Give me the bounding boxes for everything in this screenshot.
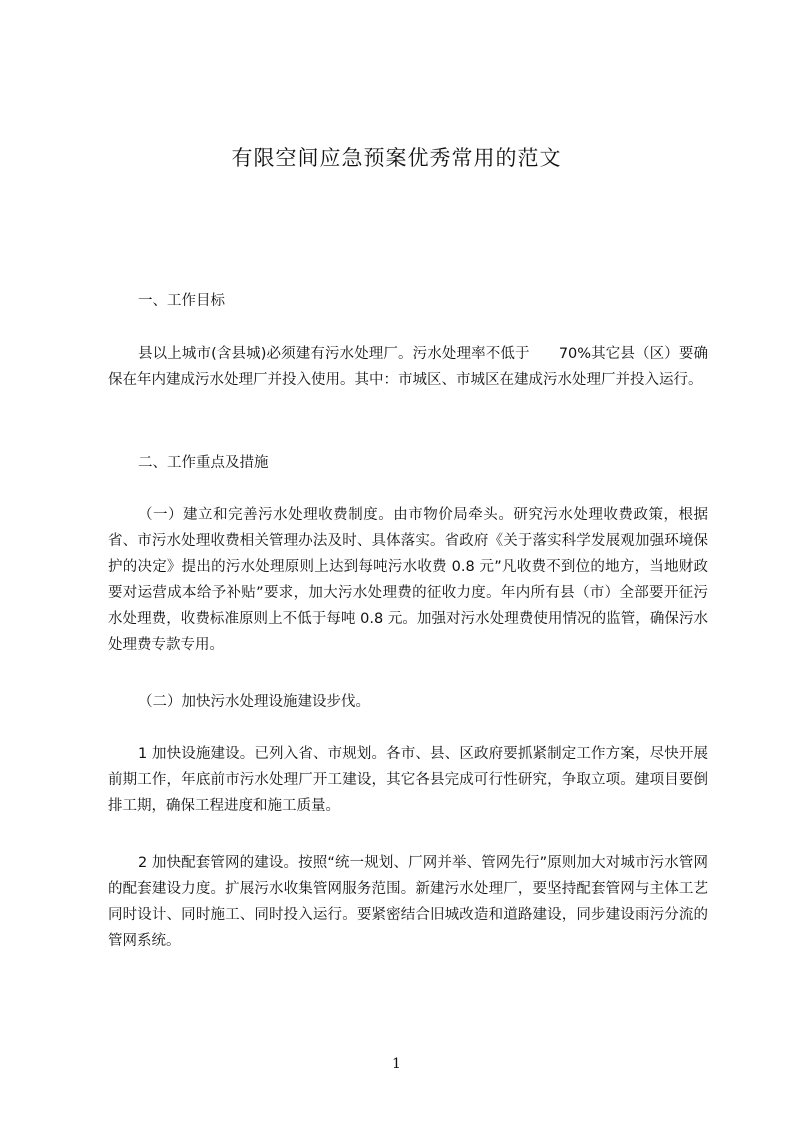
paragraph-pipe-network: 2 加快配套管网的建设。按照“统一规划、厂网并举、管网先行”原则加大对城市污水管网的配套建设力度。扩展污水收集管网服务范围。新建污水处理厂，要坚持配套管网与主体工艺同时设计、同时施工、同时投入运行。要紧密结合旧城改造和道路建设，同步建设雨污分流的管网系统。 bbox=[108, 855, 708, 949]
subsection-heading-facilities: （二）加快污水处理设施建设步伐。 bbox=[138, 694, 370, 710]
paragraph-facility-construction: 1 加快设施建设。已列入省、市规划。各市、县、区政府要抓紧制定工作方案，尽快开展前期工作，年底前市污水处理厂开工建设，其它各县完成可行性研究，争取立项。建项目要倒排工期，确保工程进度和施工质量。 bbox=[108, 746, 708, 814]
paragraph-fee-system: （一）建立和完善污水处理收费制度。由市物价局牵头。研究污水处理收费政策，根据省、市污水处理收费相关管理办法及时、具体落实。省政府《关于落实科学发展观加强环境保护的决定》提出的污水处理原则上达到每吨污水收费 0.8 元”凡收费不到位的地方，当地财政要对运营成本给予补贴”要求，加大污水处理费的征收力度。年内所有县（市）全部要开征污水处理费，收费标准原则上不低于每吨 0.8 元。加强对污水处理费使用情况的监管，确保污水处理费专款专用。 bbox=[108, 507, 708, 653]
section-heading-goals: 一、工作目标 bbox=[138, 293, 225, 309]
section-heading-measures: 二、工作重点及措施 bbox=[138, 455, 269, 471]
paragraph-goals: 县以上城市(含县城)必须建有污水处理厂。污水处理率不低于 70%其它县（区）要确保在年内建成污水处理厂并投入使用。其中：市城区、市城区在建成污水处理厂并投入运行。 bbox=[108, 346, 708, 388]
document-title: 有限空间应急预案优秀常用的范文 bbox=[231, 146, 562, 170]
page-number: 1 bbox=[392, 1056, 401, 1072]
